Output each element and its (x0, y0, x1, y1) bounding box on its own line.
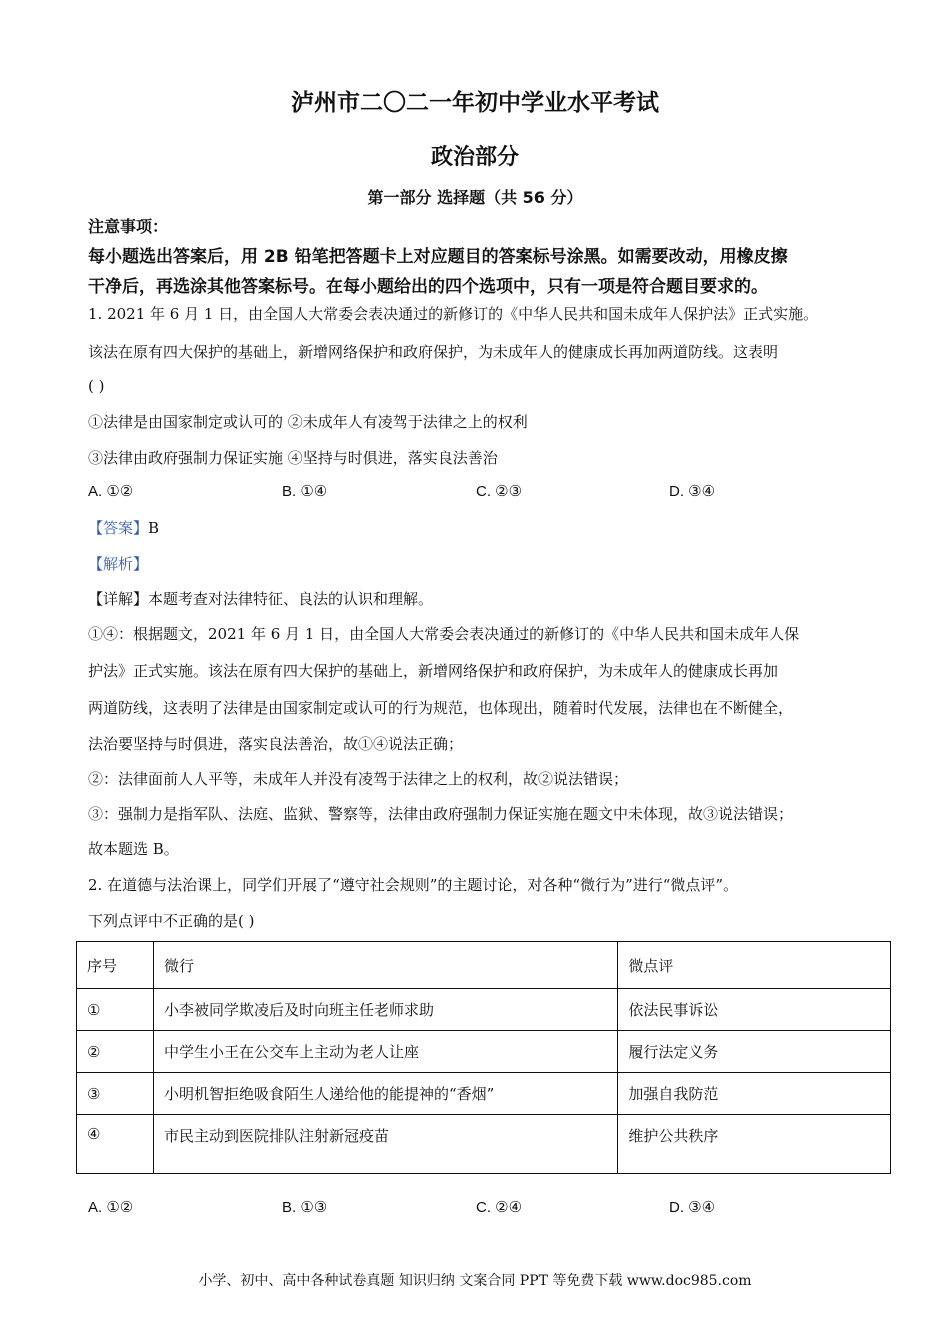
explanation-line: 法治要坚持与时俱进，落实良法善治，故①④说法正确； (88, 735, 464, 753)
table-cell: 加强自我防范 (618, 1073, 891, 1115)
table-row (77, 1115, 891, 1174)
table-header-cell: 序号 (77, 942, 154, 989)
q1-statements-line: ①法律是由国家制定或认可的 ②未成年人有凌驾于法律之上的权利 (88, 413, 528, 431)
table-header-row (77, 942, 891, 989)
table-header-cell: 微行 (153, 942, 617, 989)
analysis-label: 【解析】 (88, 555, 149, 573)
q1-option-b: B. ①④ (282, 483, 328, 500)
q2-option-c: C. ②④ (476, 1199, 523, 1216)
table-cell: 依法民事诉讼 (618, 989, 891, 1031)
explanation-line: 故本题选 B。 (88, 840, 179, 858)
q2-option-d: D. ③④ (669, 1199, 716, 1216)
q1-stem-line: 1. 2021 年 6 月 1 日，由全国人大常委会表决通过的新修订的《中华人民共和国未成年人保护法》正式实施。 (88, 305, 819, 323)
notice-line: 干净后，再选涂其他答案标号。在每小题给出的四个选项中，只有一项是符合题目要求的。 (88, 277, 768, 297)
q1-statements-line: ③法律由政府强制力保证实施 ④坚持与时俱进，落实良法善治 (88, 449, 498, 467)
page-footer: 小学、初中、高中各种试卷真题 知识归纳 文案合同 PPT 等免费下载 www.doc985.com (198, 1273, 752, 1289)
table-row (77, 1073, 891, 1115)
explanation-line: ③：强制力是指军队、法庭、监狱、警察等，法律由政府强制力保证实施在题文中未体现，故③说法错误； (88, 805, 794, 823)
q2-stem-line: 下列点评中不正确的是( ) (88, 912, 255, 930)
table-cell: 小明机智拒绝吸食陌生人递给他的能提神的“香烟” (153, 1073, 617, 1115)
table-cell: 中学生小王在公交车上主动为老人让座 (153, 1031, 617, 1073)
answer-label: 【答案】 (88, 519, 149, 537)
table-cell: 履行法定义务 (618, 1031, 891, 1073)
table-header-cell: 微点评 (618, 942, 891, 989)
q1-stem-line: 该法在原有四大保护的基础上，新增网络保护和政府保护，为未成年人的健康成长再加两道防线。这表明 (88, 343, 779, 361)
exam-subtitle: 政治部分 (430, 145, 519, 170)
detail-text: 本题考查对法律特征、良法的认识和理解。 (148, 590, 434, 608)
q1-option-a: A. ①② (88, 483, 134, 500)
answer-value: B (148, 519, 160, 537)
notice-heading: 注意事项： (88, 217, 169, 236)
table-cell: 小李被同学欺凌后及时向班主任老师求助 (153, 989, 617, 1031)
section-heading: 第一部分 选择题（共 56 分） (367, 188, 583, 207)
table-cell: 市民主动到医院排队注射新冠疫苗 (153, 1115, 617, 1174)
explanation-line: 护法》正式实施。该法在原有四大保护的基础上，新增网络保护和政府保护，为未成年人的健康成长再加 (88, 662, 779, 680)
q1-option-d: D. ③④ (669, 483, 716, 500)
q1-answer (88, 517, 159, 538)
q2-option-b: B. ①③ (282, 1199, 328, 1216)
exam-title: 泸州市二〇二一年初中学业水平考试 (291, 90, 659, 116)
table-cell: 维护公共秩序 (618, 1115, 891, 1174)
q2-option-a: A. ①② (88, 1199, 134, 1216)
table-row (77, 989, 891, 1031)
explanation-line: ②：法律面前人人平等，未成年人并没有凌驾于法律之上的权利，故②说法错误； (88, 770, 629, 788)
q1-answer-paren: ( ) (88, 377, 105, 395)
table-cell: ④ (77, 1115, 154, 1174)
table-row (77, 1031, 891, 1073)
q1-detail (88, 588, 433, 609)
explanation-line: ①④：根据题文，2021 年 6 月 1 日，由全国人大常委会表决通过的新修订的《中华人民共和国未成年人保 (88, 625, 800, 643)
explanation-line: 两道防线，这表明了法律是由国家制定或认可的行为规范，也体现出，随着时代发展，法律也在不断健全， (88, 699, 794, 717)
q2-table (76, 941, 891, 1174)
q1-option-c: C. ②③ (476, 483, 523, 500)
notice-line: 每小题选出答案后，用 2B 铅笔把答题卡上对应题目的答案标号涂黑。如需要改动，用橡皮擦 (88, 247, 788, 267)
table-cell: ② (77, 1031, 154, 1073)
table-cell: ③ (77, 1073, 154, 1115)
q2-stem-line: 2. 在道德与法治课上，同学们开展了“遵守社会规则”的主题讨论，对各种“微行为”进行“微点评”。 (88, 876, 739, 894)
detail-label: 【详解】 (88, 590, 149, 608)
table-cell: ① (77, 989, 154, 1031)
